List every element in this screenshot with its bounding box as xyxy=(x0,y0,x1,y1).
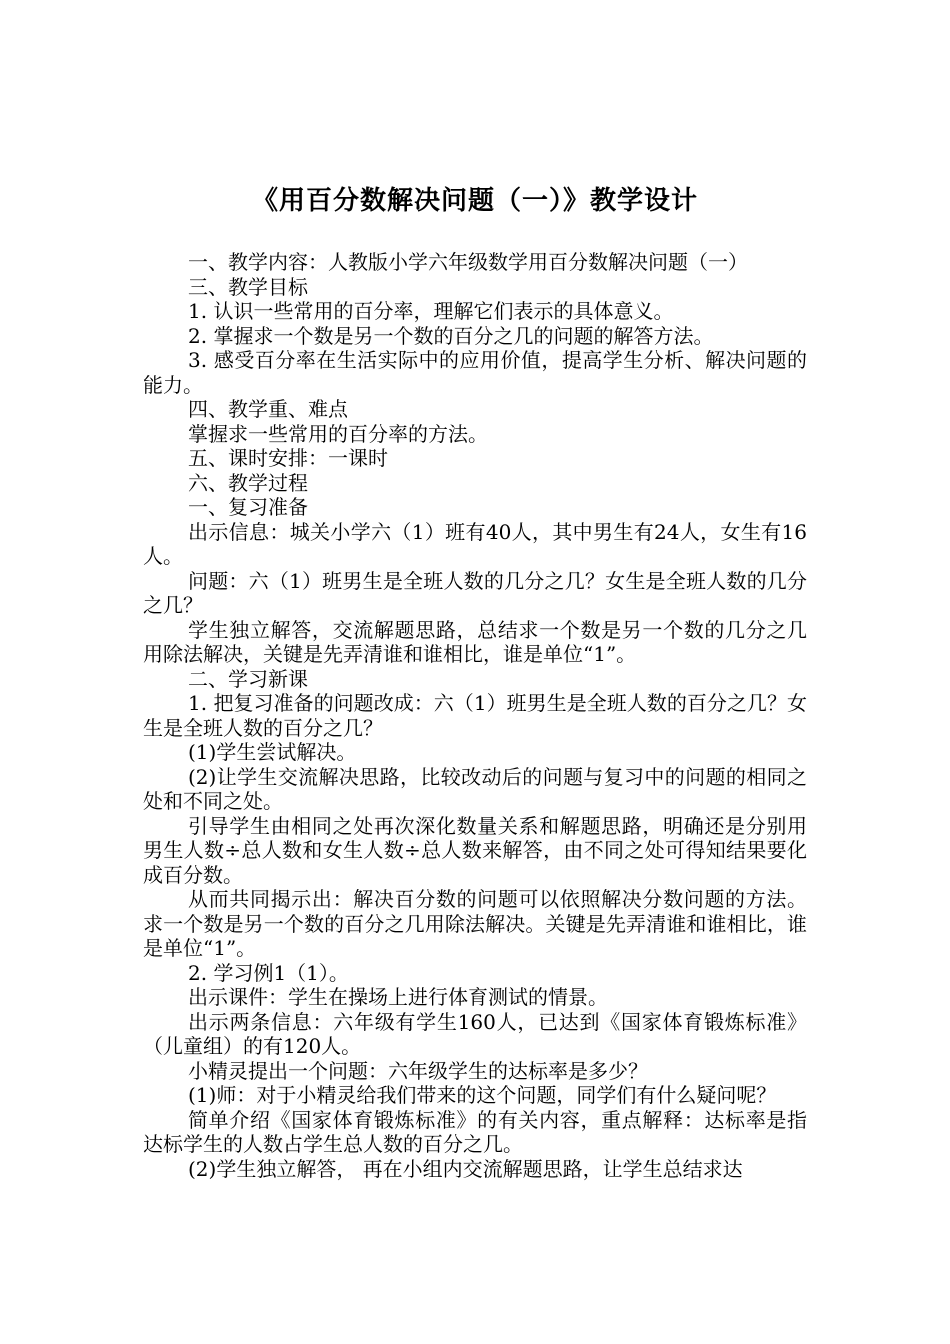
paragraph: (2)学生独立解答， 再在小组内交流解题思路，让学生总结求达 xyxy=(188,1156,743,1181)
paragraph: 一、教学内容：人教版小学六年级数学用百分数解决问题（一） xyxy=(188,250,748,274)
paragraph: 小精灵提出一个问题：六年级学生的达标率是多少？ xyxy=(188,1058,648,1083)
paragraph: (1)学生尝试解决。 xyxy=(188,740,357,764)
paragraph: 掌握求一些常用的百分率的方法。 xyxy=(188,421,488,446)
paragraph: 三、教学目标 xyxy=(188,274,308,299)
paragraph: (2)让学生交流解决思路，比较改动后的问题与复习中的问题的相同之处和不同之处。 xyxy=(143,764,807,813)
paragraph: 简单介绍《国家体育锻炼标准》的有关内容，重点解释：达标率是指达标学生的人数占学生总人数的百分之几。 xyxy=(143,1107,807,1156)
paragraph: 出示课件：学生在操场上进行体育测试的情景。 xyxy=(188,985,608,1009)
paragraph: 二、学习新课 xyxy=(188,666,308,691)
paragraph: 学生独立解答，交流解题思路，总结求一个数是另一个数的几分之几用除法解决，关键是先弄清谁和谁相比，谁是单位“1”。 xyxy=(143,617,807,666)
paragraph: 六、教学过程 xyxy=(188,470,308,495)
paragraph: 2. 掌握求一个数是另一个数的百分之几的问题的解答方法。 xyxy=(188,323,714,348)
paragraph: 2. 学习例1（1）。 xyxy=(188,960,349,985)
paragraph: 问题：六（1）班男生是全班人数的几分之几？女生是全班人数的几分之几？ xyxy=(143,568,807,617)
paragraph: 1. 把复习准备的问题改成：六（1）班男生是全班人数的百分之几？女生是全班人数的百分之几？ xyxy=(143,691,807,740)
paragraph: 从而共同揭示出：解决百分数的问题可以依照解决分数问题的方法。求一个数是另一个数的百分之几用除法解决。关键是先弄清谁和谁相比，谁是单位“1”。 xyxy=(143,887,807,960)
document-title: 《用百分数解决问题（一）》教学设计 xyxy=(251,186,698,216)
paragraph: 出示信息：城关小学六（1）班有40人，其中男生有24人，女生有16人。 xyxy=(143,519,807,568)
paragraph: 出示两条信息：六年级有学生160人，已达到《国家体育锻炼标准》（儿童组）的有120人。 xyxy=(143,1009,807,1058)
paragraph: 引导学生由相同之处再次深化数量关系和解题思路，明确还是分别用男生人数÷总人数和女生人数÷总人数来解答，由不同之处可得知结果要化成百分数。 xyxy=(143,813,807,887)
paragraph: 一、复习准备 xyxy=(188,495,308,519)
paragraph: 五、课时安排：一课时 xyxy=(188,446,388,470)
paragraph: (1)师：对于小精灵给我们带来的这个问题，同学们有什么疑问呢？ xyxy=(188,1083,777,1107)
paragraph: 四、教学重、难点 xyxy=(188,397,348,421)
document-body xyxy=(143,250,807,1181)
paragraph: 1. 认识一些常用的百分率，理解它们表示的具体意义。 xyxy=(188,299,674,323)
paragraph: 3. 感受百分率在生活实际中的应用价值，提高学生分析、解决问题的能力。 xyxy=(143,348,807,397)
